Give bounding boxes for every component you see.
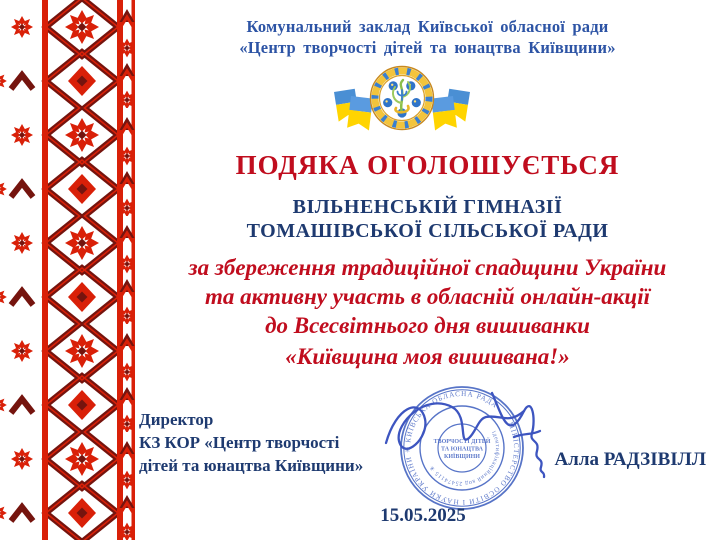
reason-line3: до Всесвітнього дня вишиванки [265,313,590,338]
vyshyvanka-border [0,0,135,540]
signer-title-line2: КЗ КОР «Центр творчості [139,433,340,452]
organization-name-line1: Комунальний заклад Київської обласної ради [246,17,609,36]
recipient-line1: ВІЛЬНЕНСЬКІЙ ГІМНАЗІЇ [292,196,563,218]
stamp-center-line2: ТА ЮНАЦТВА [441,446,483,453]
reason-line4: «Київщина моя вишивана!» [285,344,570,369]
emblem-with-ukrainian-flags-icon [330,56,474,144]
reason-line2: та активну участь в обласній онлайн-акції [205,284,650,309]
stamp-center-line3: КИЇВЩИНИ [444,454,480,460]
signer-title-block [139,408,363,477]
reason-line1: за збереження традиційної спадщини України [188,255,667,280]
signer-title-line3: дітей та юнацтва Київщини» [139,456,364,475]
certificate-date: 15.05.2025 [380,505,466,526]
round-blue-stamp [374,381,574,519]
stamp-outer-ring-text: МІНІСТЕРСТВО ОСВІТИ І НАУКИ УКРАЇНИ ✳ КИЇВСЬКА ОБЛАСНА РАДА [403,389,521,507]
organization-name-line2: «Центр творчості дітей та юнацтва Київщини» [239,38,616,57]
signer-name: Алла РАДЗІВІЛЛ [554,449,706,470]
stamp-inner-ring-text: ідентифікаційний код 25474115 ✳ [428,430,501,487]
recipient-line2: ТОМАШІВСЬКОЇ СІЛЬСЬКОЇ РАДИ [246,220,609,242]
certificate-title: ПОДЯКА ОГОЛОШУЄТЬСЯ [235,150,620,180]
signer-title-line1: Директор [139,410,214,429]
vyshyvanka-border-graphic [0,0,135,540]
stamp-center-line1: ТВОРЧОСТІ ДІТЕЙ [433,439,491,445]
